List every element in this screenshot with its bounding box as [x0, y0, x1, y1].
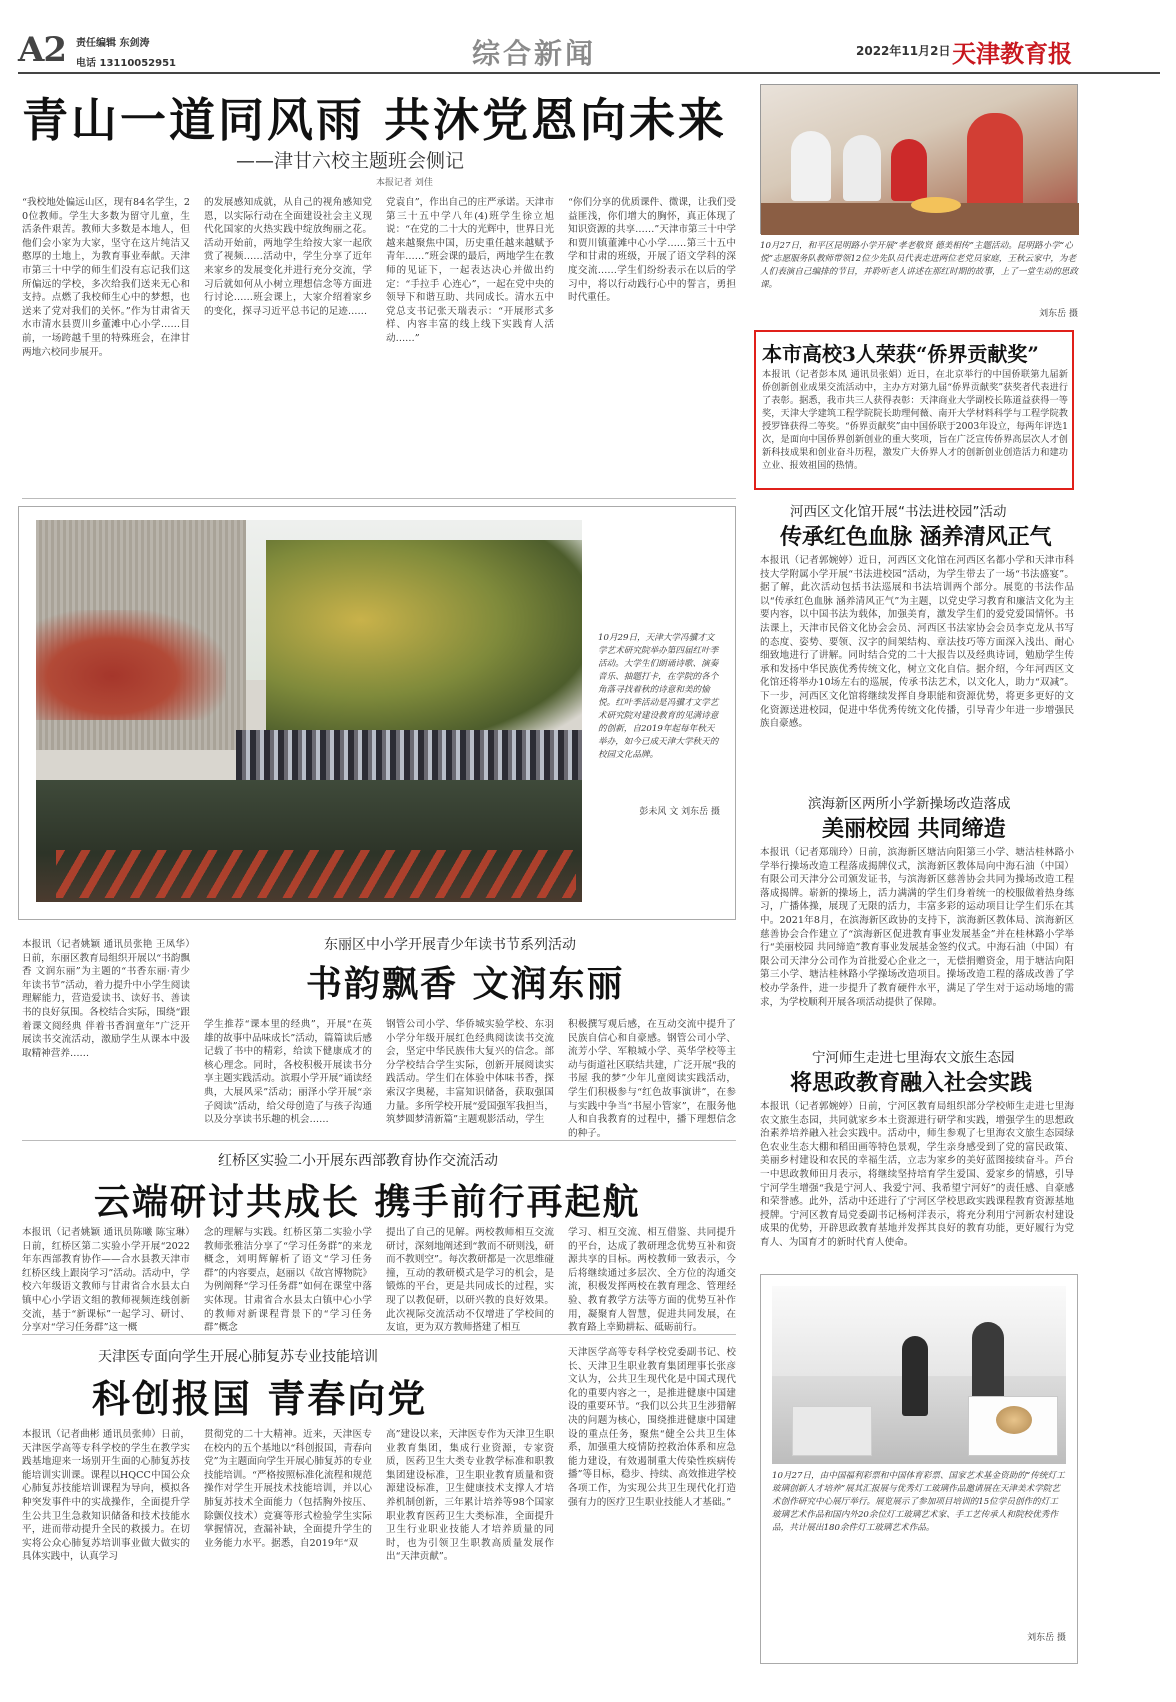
- masthead: [18, 30, 1160, 74]
- medical-kicker: 天津医专面向学生开展心肺复苏专业技能培训: [98, 1349, 378, 1365]
- calligraphy-body: 本报讯（记者郭婉婷）近日，河西区文化馆在河西区名都小学和天津市科技大学附属小学开展“书法进校园”活动，为学生带去了一场“书法盛宴”。据了解，此次活动包括书法巡展和书法培训两个部分。展览的书法作品以“传承红色血脉 涵养清风正气”为主题，以党史学习教育和廉洁文化为主要内容，以中国书法为载体，加强美育，激发学生们的爱党爱国情怀。书法课上，天津市民俗文化协会会员、河西区书法家协会会员李克龙从书写的态度、姿势、要领、汉字的间架结构、章法技巧等方面深入浅出、耐心细致地进行了讲解。同时结合党的二十大报告以及经典诗词，勉励学生传承和发扬中华民族优秀传统文化，树立文化自信。据介绍，今年河西区文化馆还将举办10场左右的巡展，传承书法艺术，以文化人，助力“双减”。下一步，河西区文化馆将继续发挥自身职能和资源优势，将更多更好的文化资源送进校园，促进中华优秀传统文化传播，引导青少年进一步增强民族自豪感。: [760, 555, 1074, 730]
- playground-headline: 美丽校园 共同缔造: [822, 816, 1006, 842]
- photo-figure-child-1: [791, 131, 831, 201]
- photo1-credit: 刘东岳 摄: [1039, 309, 1078, 319]
- lead-headline: 青山一道同风雨 共沐党恩向未来: [22, 93, 728, 147]
- photo3-caption: 10月27日，由中国福利彩票和中国体育彩票、国家艺术基金资助的“传统灯工玻璃创新人才培养”展其汇报展与优秀灯工玻璃作品邀请展在天津美术学院艺术创作研究中心展厅举行。展览展示了参加项目培训的15位学员创作的灯工玻璃艺术作品和国内外20余位灯工玻璃艺术家、手工艺传承人和院校优秀作品，共计展出180余件灯工玻璃艺术作品。: [772, 1471, 1065, 1533]
- reading-headline: 书韵飘香 文润东丽: [306, 963, 625, 1005]
- paper-logo: 天津教育报: [952, 39, 1072, 68]
- cloud-column-1: 本报讯（记者姚颖 通讯员陈曦 陈宝琳）日前，红桥区第二实验小学开展“2022年东西部教育协作——合水县教天津市红桥区线上跟岗学习”活动。活动中，学校六年级语文教师与甘肃省合水县太白镇中心小学语文组的教师视频连线创新交流，基于“新课标”一起学习、研讨、分享对“学习任务群”这一概: [22, 1227, 190, 1334]
- medical-headline: 科创报国 青春向党: [92, 1376, 428, 1421]
- ninghe-body: 本报讯（记者郭婉婷）日前，宁河区教育局组织部分学校师生走进七里海农文旅生态园，共同就家乡本土资源进行研学和实践，增强学生的思想政治素养培养融入社会实践中。活动中，师生参观了七里海农文旅生态园绿色农业生态大棚和稻田画等特色景观，学生亲身感受到了党的富民政策、美丽乡村建设和农民的幸福生活，立志为家乡的美好蓝图接续奋斗。芦台一中思政教师田月表示，将继续坚持培育学生爱国、爱家乡的情感，引导宁河学生增强“我是宁河人、我爱宁河、我希望宁河好”的责任感、自豪感和荣誉感。此外，活动中还进行了宁河区学校思政实践课程教育资源基地授牌。宁河区教育局党委副书记杨柯洋表示，将充分利用宁河新农村建设成果的优势，开辟思政教育基地并发挥其良好的教育功能，更好履行为党育人、为国育才的新时代育人使命。: [760, 1101, 1074, 1248]
- photo3-credit: 刘东岳 摄: [1027, 1633, 1066, 1643]
- photo-glass-artwork: [996, 1406, 1032, 1434]
- calligraphy-kicker: 河西区文化馆开展“书法进校园”活动: [790, 504, 1007, 520]
- photo-elderly-visit: [760, 84, 1078, 234]
- cloud-divider: [22, 1334, 736, 1335]
- cloud-column-4: 学习、相互交流、相互借鉴、共同提升的平台，达成了教研理念优势互补和资源共享的目标。两校教师一致表示，今后将继续通过多层次、全方位的沟通交流，积极发挥两校在教育理念、管理经验、教育教学方法等方面的优势互补作用，凝聚育人智慧，促进共同发展，在教育路上幸勤耕耘、砥砺前行。: [568, 1227, 736, 1334]
- photo-visitor-1: [902, 1336, 928, 1416]
- photo2-caption: 10月29日，天津大学冯骥才文学艺术研究院举办第四届红叶季活动。大学生们朗诵诗歌、演奏音乐、抽题打卡，在学院的各个角落寻找着秋的诗意和美的愉悦。红叶季活动是冯骥才文学艺术研究院对建设教育的见满诗意的创新，自2019年起每年秋天举办，如今已成天津大学秋天的校园文化品牌。: [598, 633, 719, 760]
- photo-figure-child-2: [843, 135, 881, 201]
- section-name: 综合新闻: [472, 37, 597, 70]
- reading-column-3: 钢管公司小学、华侨城实验学校、东羽小学分年级开展红色经典阅读读书交流会，坚定中华民族伟大复兴的信念。部分学校结合学生实际，创新开展阅读实践活动。学生们在体验中体味书香，探索汉字奥秘，丰富知识储备，获取强国力量。多所学校开展“爱国强军我担当，筑梦圆梦清新篇”主题观影活动，学生: [386, 1019, 554, 1126]
- editor-line: 责任编辑 东剑涛: [76, 38, 150, 49]
- lead-column-4: “你们分享的优质课件、微课，让我们受益匪浅，你们增大的胸怀，真正体现了知识资源的共享……”天津市第三十中学和贾川镇董滩中心小学……第三十五中学和甘肃的班级，开展了语文学科的深度交流……学生们纷纷表示在以后的学习中，将以行动践行心中的誓言，勇担时代重任。: [568, 197, 736, 304]
- lead-column-2: 的发展感知成就，从自己的视角感知党恩，以实际行动在全面建设社会主义现代化国家的火热实践中绽放绚丽之花。活动开始前，两地学生给按大家一起欣赏了视频……活动中，学生分享了近年来家乡的发展变化并进行充分交流，学习后就如何从小树立理想信念等方面进行讨论……班会课上，大家介绍着家乡的变化，探寻习近平总书记的足迹……: [204, 197, 372, 317]
- reading-column-2: 学生推荐“课本里的经典”，开展“在英雄的故事中品味成长”活动，篇篇读后感记载了书中的精彩，给读下健康成才的核心理念。同时，各校积极开展读书分享主题实践活动。滨瑕小学开展“诵读经典，大展风采”活动；丽泽小学开展“亲子阅读”活动，给父母创造了与孩子沟通以及分享读书乐趣的机会……: [204, 1019, 372, 1126]
- reading-divider: [22, 1140, 736, 1141]
- photo-fruit-plate: [911, 197, 961, 213]
- page-number: A2: [18, 30, 67, 70]
- ninghe-headline: 将思政教育融入社会实践: [790, 1070, 1033, 1096]
- photo-crowd: [236, 730, 582, 780]
- photo-floating-leaves: [56, 850, 576, 898]
- medical-column-1: 本报讯（记者曲彬 通讯员张帅）日前，天津医学高等专科学校的学生在教学实践基地迎来一场别开生面的心肺复苏技能培训实训课。课程以HQCC中国公众心肺复苏技能培训课程为导向，模拟各种突发事件中的实战操作，全面提升学生公共卫生急救知识储备和技术技能水平，进而带动提升全民的救援力。在切实将公众心肺复苏培训事业做大做实的具体实践中，认真学习: [22, 1429, 190, 1563]
- award-headline: 本市高校3人荣获“侨界贡献奖”: [762, 342, 1039, 366]
- medical-column-4: 天津医学高等专科学校党委副书记、校长、天津卫生职业教育集团理事长张彦文认为，公共卫生现代化是中国式现代化的重要内容之一，是推进健康中国建设的重要环节。“我们以公共卫生涉猎解决的问题为核心，围绕推进健康中国建设的重点任务，聚焦“健全公共卫生体系，加强重大疫情防控救治体系和应急能力建设，有效遏制重大传染性疾病传播”等目标，稳步、持续、高效推进学校各项工作，为实现公共卫生现代化打造强有力的医疗卫生职业技能人才基础。”: [568, 1347, 736, 1508]
- photo-red-vine: [36, 610, 226, 720]
- reading-kicker: 东丽区中小学开展青少年读书节系列活动: [324, 937, 576, 953]
- photo-figure-child-3: [891, 139, 927, 201]
- calligraphy-headline: 传承红色血脉 涵养清风正气: [780, 524, 1052, 550]
- medical-column-3: 高”建设以来，天津医专作为天津卫生职业教育集团，集成行业资源，专家资质，医药卫生大类专业教学标准和职教集团建设标准，卫生职业教育质量和资源建设标准，卫生健康技术支撑人才培养机制创新，三年累计培养等98个国家职业教育医药卫生大类标准，全面提升卫生行业职业技能人才培养质量的同时，也为引领卫生职教高质量发展作出“天津贡献”。: [386, 1429, 554, 1563]
- medical-column-2: 贯彻党的二十大精神。近来，天津医专在校内的五个基地以“科创报国，青春向党”为主题面向学生开展心肺复苏的专业技能培训。“严格按照标准化流程和规范操作对学生开展技术技能培训，并以心肺复苏技术全面能力（包括胸外按压、除颤仪技术）竞赛等形式检验学生实际掌握情况，查漏补缺，全面提升学生的业务能力水平。据悉，自2019年“双: [204, 1429, 372, 1549]
- photo-trees: [266, 540, 582, 740]
- masthead-rule: [18, 72, 1160, 74]
- cloud-kicker: 红桥区实验二小开展东西部教育协作交流活动: [218, 1153, 498, 1169]
- reading-column-4: 积极撰写观后感，在互动交流中提升了民族自信心和自豪感。钢管公司小学、流芳小学、军粮城小学、英华学校等主动与街道社区联结共建，广泛开展“我的书屋 我的梦”少年儿童阅读实践活动，学生们积极参与“红色故事演讲”，在参与实践中争当“书屋小管家”，在服务他人和自我教育的过程中，播下理想信念的种子。: [568, 1019, 736, 1139]
- photo1-caption: 10月27日，和平区昆明路小学开展“孝老敬贤 德美相传”主题活动。昆明路小学“心悦”志愿服务队教师带领12位少先队员代表走进两位老党员家庭，王秋云家中，为老人们表演自己编排的节目，并聆听老人讲述在那红时期的故事，上了一堂生动的思政课。: [760, 241, 1078, 290]
- photo-pedestal: [792, 1406, 872, 1456]
- photo2-credit: 彭未风 文 刘东岳 摄: [639, 807, 720, 817]
- ninghe-kicker: 宁河师生走进七里海农文旅生态园: [812, 1050, 1015, 1066]
- photo-glass-exhibition: [772, 1286, 1066, 1464]
- photo-red-leaves-festival: [36, 520, 582, 902]
- phone-line: 电话 13110052951: [76, 58, 177, 69]
- cloud-column-3: 提出了自己的见解。两校教师相互交流研讨，深刻地阐述到“教而不研则浅，研而不教则空”。每次教研都是一次思维碰撞，互动的教研模式是学习的机会，是锻炼的平台，更是共同成长的过程，实现了以教促研，以研兴教的良好效果。此次视际交流活动不仅增进了学校间的友谊，更为双方教师搭建了相互: [386, 1227, 554, 1334]
- lead-column-3: 党袁自”，作出自己的庄严承诺。天津市第三十五中学八年(4)班学生徐立旭说：“在党的二十大的光辉中，世界日光越来越聚焦中国，历史重任越来越赋予青年……”班会课的最后，两地学生在教师的见证下，一起表达决心并做出约定：“手拉手 心连心”，一起在党中央的领导下和谐互助、共同成长。清水五中党总支书记张天瑞表示：“开展形式多样、内容丰富的线上线下实践育人活动……”: [386, 197, 554, 344]
- playground-kicker: 滨海新区两所小学新操场改造落成: [808, 796, 1011, 812]
- issue-date: 2022年11月2日: [856, 44, 951, 58]
- cloud-column-2: 念的理解与实践。红桥区第二实验小学教师张雅洁分享了“学习任务群”的来龙概念，刘明辉解析了语文“学习任务群”的内容要点，赵丽以《故宫博物院》为例阐释“学习任务群”如何在课堂中落实体现。甘肃省合水县太白镇中心小学的教师对新课程背景下的“学习任务群”概念: [204, 1227, 372, 1334]
- lead-column-1: “我校地处偏远山区，现有84名学生，20位教师。学生大多数为留守儿童，生活条件艰苦。教师大多数是本地人，但他们会小家为大家，坚守在这片纯洁又憨厚的土地上，为教育事业奉献。天津市第三十中学的师生们没有忘记我们这所偏远的学校，多次给我们送来无心和支持。点燃了我校师生心中的梦想，也送来了党对我们的关怀。”作为甘肃省天水市清水县贾川乡董滩中心小学……目前，一场跨越千里的特殊班会，在津甘两地六校同步展开。: [22, 197, 190, 358]
- lead-divider: [22, 498, 736, 499]
- playground-body: 本报讯（记者郑瑞玲）日前，滨海新区塘沽向阳第三小学、塘沽桂林路小学举行操场改造工程落成揭牌仪式，滨海新区教体局向中海石油（中国）有限公司天津分公司颁发证书，与滨海新区慈善协会共同为操场改造工程落成揭牌。崭新的操场上，活力满满的学生们身着统一的校服做着热身练习，广播体操，展现了无限的活力，丰富多彩的运动项目让学生们乐在其中。2021年8月，在滨海新区政协的支持下，滨海新区教体局、滨海新区慈善协会合作建立了“滨海新区促进教育事业发展基金”并在桂林路小学举行“美丽校园 共同缔造”教育事业发展基金签约仪式。中海石油（中国）有限公司天津分公司作为首批爱心企业之一，无偿捐赠资金，用于塘沽向阳第三小学、塘沽桂林路小学操场改造项目。操场改造工程的落成改善了学校办学条件，进一步提升了教育硬件水平，满足了学生对于运动场地的需求，为学校顺利开展各项活动提供了保障。: [760, 847, 1074, 1008]
- award-body: 本报讯（记者彭本凤 通讯员张娟）近日，在北京举行的中国侨联第九届新侨创新创业成果交流活动中，主办方对第九届“侨界贡献奖”获奖者代表进行了表彰。据悉，我市共三人获得表彰：天津商业大学副校长陈道益获得一等奖，天津大学建筑工程学院院长助理何薇、南开大学材料科学与工程学院教授罗锋获得二等奖。“侨界贡献奖”由中国侨联于2003年设立，每两年评选1次，是面向中国侨界创新创业的重大奖项，旨在广泛宣传侨界高层次人才创新科技成果和创业奋斗历程，激发广大侨界人才的创新创业创造活力和建功立业、报效祖国的热情。: [762, 369, 1068, 471]
- cloud-headline: 云端研讨共成长 携手前行再起航: [94, 1181, 641, 1223]
- reading-column-1: 本报讯（记者姚颖 通讯员张艳 王凤华）日前，东丽区教育局组织开展以“书韵飘香 文润东丽”为主题的“书香东丽·青少年读书节”活动，着力提升中小学生阅读理解能力，营造爱读书、读好书、善读书的良好氛围。各校结合实际，围绕“跟着课文阅经典 伴着书香润童年”广泛开展读书交流活动，激励学生从课本中汲取精神营养……: [22, 939, 190, 1059]
- lead-byline: 本报记者 刘佳: [376, 178, 433, 188]
- lead-subtitle: ——津甘六校主题班会侧记: [236, 150, 465, 172]
- photo-figure-elder: [967, 113, 1023, 209]
